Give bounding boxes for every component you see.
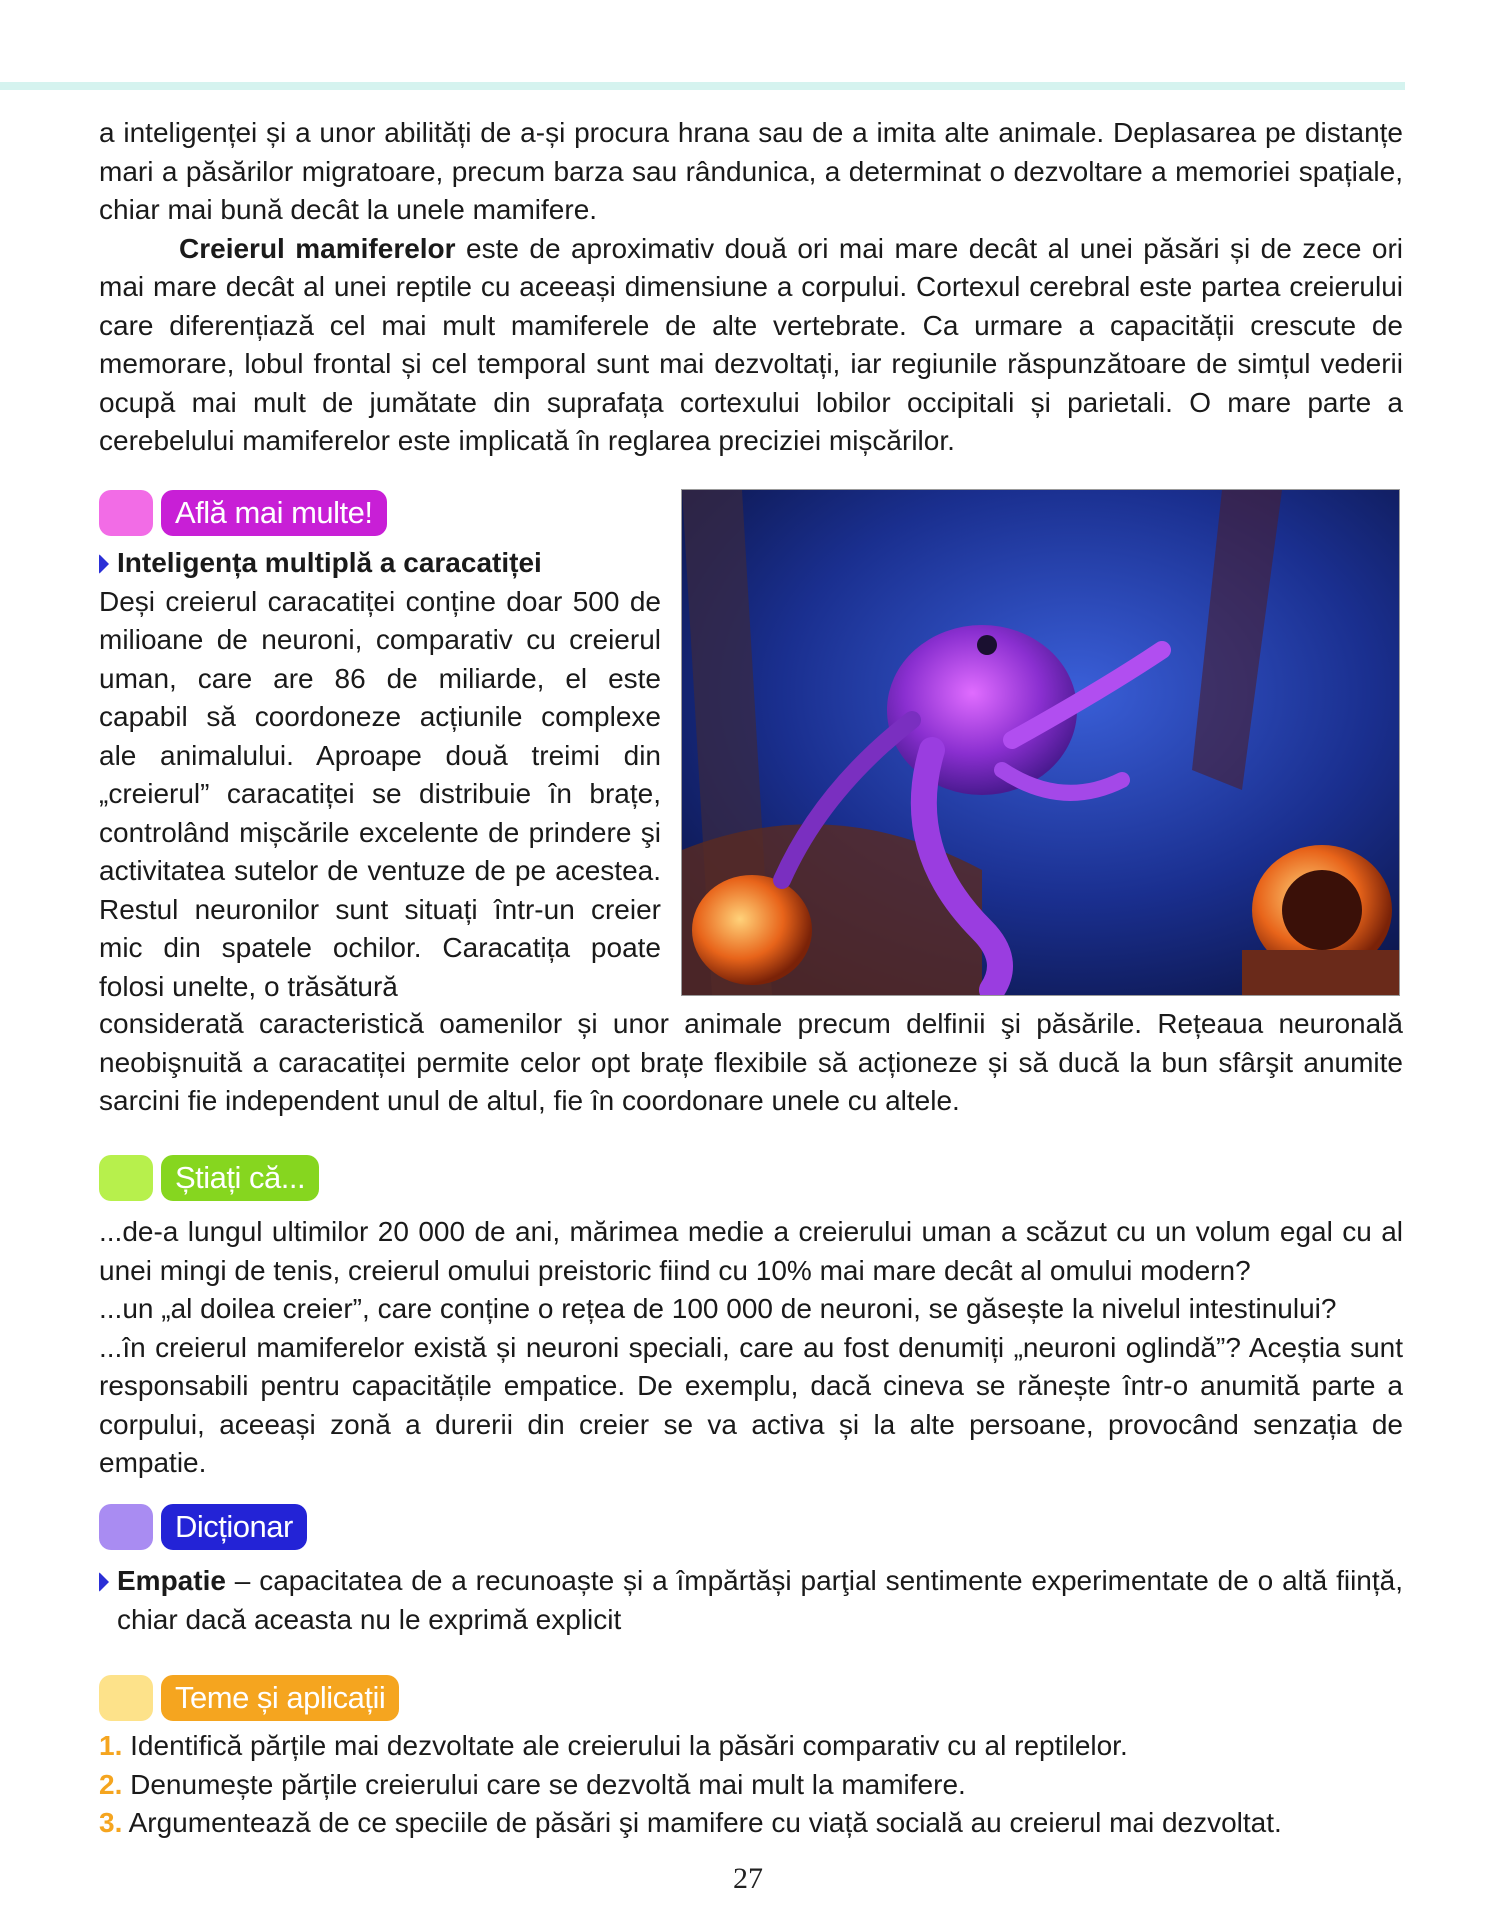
intro-paragraph-2-bold: Creierul mamiferelor (179, 232, 456, 264)
dictionar-square (99, 1504, 153, 1550)
stiati-item-3: ...în creierul mamiferelor există și neuroni speciali, care au fost denumiți „neuroni oglindă”? Aceștia sunt responsabili pentru capacitățile empatice. De exemplu, dacă cineva se rănește într-o anumită parte a corpului, aceeași zonă a durerii din creier se va activa și la alte persoane, provocând senzația de empatie. (99, 1331, 1403, 1478)
teme-label: Teme și aplicații (161, 1675, 399, 1721)
top-rule (0, 82, 1405, 90)
stiati-item-1: ...de-a lungul ultimilor 20 000 de ani, mărimea medie a creierului uman a scăzut cu un volum egal cu al unei mingi de tenis, creierul omului preistoric fiind cu 10% mai mare decât al omului modern? (99, 1216, 1403, 1286)
teme-item-2 (99, 1766, 1403, 1805)
afla-body-full: considerată caracteristică oamenilor și unor animale precum delfinii şi păsările. Rețeaua neuronală neobişnuită a caracatiței permite celor opt brațe flexibile să acționeze și să ducă la bun sfârşit anumite sarcini fie independent unul de altul, fie în coordonare unele cu altele. (99, 1008, 1403, 1116)
intro-paragraph-1: a inteligenței și a unor abilități de a-și procura hrana sau de a imita alte animale. Deplasarea pe distanțe mari a păsărilor migratoare, precum barza sau rândunica, a determinat o dezvoltare a memoriei spațiale, chiar mai bună decât la unele mamifere. (99, 117, 1403, 225)
teme-item-1-number: 1. (99, 1730, 123, 1761)
intro-paragraph-2 (99, 230, 1403, 461)
teme-item-3-text: Argumentează de ce speciile de păsări şi mamifere cu viață socială au creierul mai dezvoltat. (128, 1807, 1282, 1838)
intro-text (99, 114, 1403, 461)
afla-square (99, 490, 153, 536)
teme-tag (99, 1675, 399, 1721)
page-number: 27 (733, 1862, 763, 1895)
afla-body-wrapped: Deși creierul caracatiței conține doar 500 de milioane de neuroni, comparativ cu creierul uman, care are 86 de miliarde, el este capabil să coordoneze acțiunile complexe ale animalului. Aproape două treimi din „creierul” caracatiței se distribuie în brațe, controlând mișcările excelente de prindere şi activitatea sutelor de ventuze de pe acestea. Restul neuronilor sunt situați într-un creier mic din spatele ochilor. Caracatița poate folosi unelte, o trăsătură (99, 585, 661, 1002)
dictionar-term: Empatie (117, 1565, 226, 1596)
teme-item-1-text: Identifică părțile mai dezvoltate ale creierului la păsări comparativ cu al reptilelor. (130, 1730, 1128, 1761)
stiati-text (99, 1213, 1403, 1483)
teme-list (99, 1727, 1403, 1843)
teme-item-3-number: 3. (99, 1807, 123, 1838)
dictionar-label: Dicționar (161, 1504, 307, 1550)
bullet-icon (99, 1572, 109, 1592)
dictionar-entry (117, 1562, 1403, 1639)
afla-label: Află mai multe! (161, 490, 387, 536)
stiati-item-2: ...un „al doilea creier”, care conține o rețea de 100 000 de neuroni, se găsește la nivelul intestinului? (99, 1293, 1337, 1324)
dictionar-text (99, 1562, 1403, 1639)
teme-item-2-text: Denumește părțile creierului care se dezvoltă mai mult la mamifere. (130, 1768, 966, 1800)
stiati-label: Știați că... (161, 1155, 319, 1201)
stiati-tag (99, 1155, 319, 1201)
afla-heading-text: Inteligența multiplă a caracatiței (117, 547, 542, 578)
teme-item-3 (99, 1804, 1403, 1843)
intro-paragraph-2-rest: este de aproximativ două ori mai mare decât al unei păsări și de zece ori mai mare decât al unei reptile cu aceeași dimensiune a corpului. Cortexul cerebral este partea creierului care diferențiază cel mai mult mamiferele de alte vertebrate. Ca urmare a capacității crescute de memorare, lobul frontal și cel temporal sunt mai dezvoltați, iar regiunile răspunzătoare de simțul vederii ocupă mai mult de jumătate din suprafața cortexului lobilor occipitali și parietali. O mare parte a cerebelului mamiferelor este implicată în reglarea preciziei mișcărilor. (99, 232, 1403, 456)
teme-item-1 (99, 1727, 1403, 1766)
octopus-photo (681, 489, 1400, 996)
dictionar-tag (99, 1504, 307, 1550)
stiati-square (99, 1155, 153, 1201)
afla-text-wrapped (99, 544, 661, 1006)
octopus-illustration (682, 490, 1399, 995)
afla-text-full (99, 1005, 1403, 1121)
teme-square (99, 1675, 153, 1721)
dictionar-definition: – capacitatea de a recunoaște și a împărtăși parţial sentimente experimentate de o altă ființă, chiar dacă aceasta nu le exprimă explicit (117, 1565, 1403, 1635)
teme-item-2-number: 2. (99, 1768, 123, 1800)
afla-heading (99, 544, 661, 583)
afla-tag (99, 490, 387, 536)
bullet-icon (99, 554, 109, 574)
